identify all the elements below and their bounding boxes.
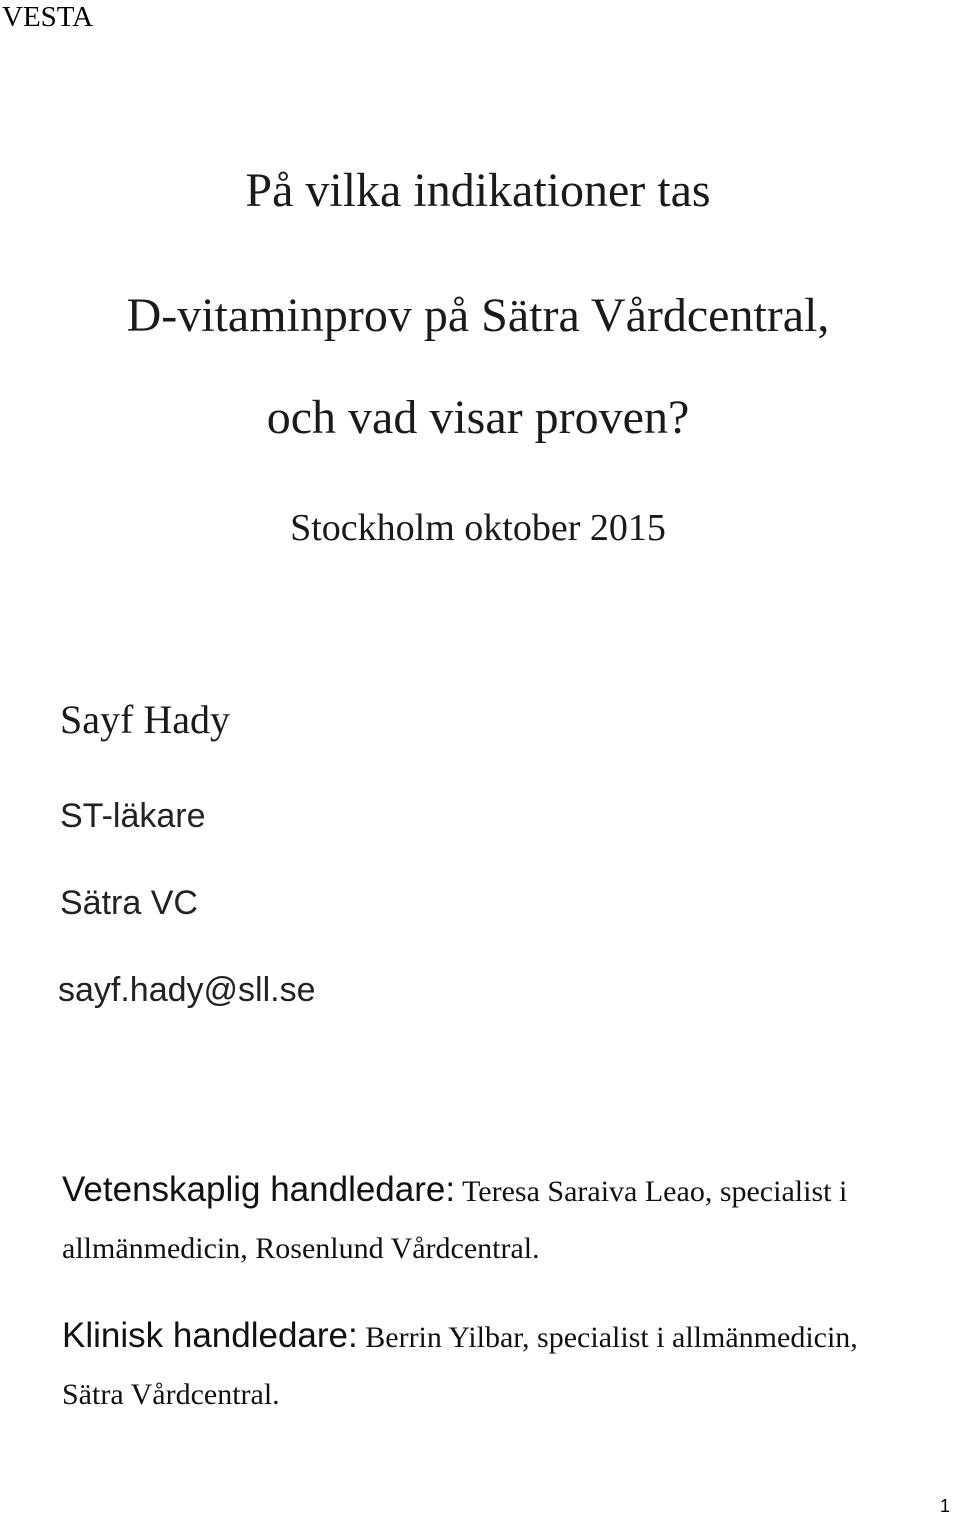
title-line-3: och vad visar proven? xyxy=(266,391,690,444)
clinical-supervisor-label: Klinisk handledare: xyxy=(62,1316,358,1355)
subtitle: Stockholm oktober 2015 xyxy=(290,507,666,549)
scientific-supervisor-line-2 xyxy=(62,1234,540,1264)
page-number: 1 xyxy=(939,1496,950,1516)
scientific-supervisor-text-1: Teresa Saraiva Leao, specialist i xyxy=(462,1175,848,1208)
clinical-supervisor-text-2: Sätra Vårdcentral. xyxy=(62,1378,280,1411)
author-role: ST-läkare xyxy=(60,797,206,835)
scientific-supervisor-line-1 xyxy=(62,1172,847,1207)
header-tag: VESTA xyxy=(2,1,94,33)
title-line-1: På vilka indikationer tas xyxy=(245,164,711,217)
title-line-2: D-vitaminprov på Sätra Vårdcentral, xyxy=(126,289,830,342)
author-email: sayf.hady@sll.se xyxy=(58,971,316,1009)
clinical-supervisor-line-2 xyxy=(62,1380,280,1410)
scientific-supervisor-text-2: allmänmedicin, Rosenlund Vårdcentral. xyxy=(62,1232,540,1265)
clinical-supervisor-line-1 xyxy=(62,1318,858,1353)
author-name: Sayf Hady xyxy=(60,697,230,742)
author-unit: Sätra VC xyxy=(60,884,198,922)
clinical-supervisor-text-1: Berrin Yilbar, specialist i allmänmedicin, xyxy=(365,1321,858,1354)
scientific-supervisor-label: Vetenskaplig handledare: xyxy=(62,1170,456,1209)
